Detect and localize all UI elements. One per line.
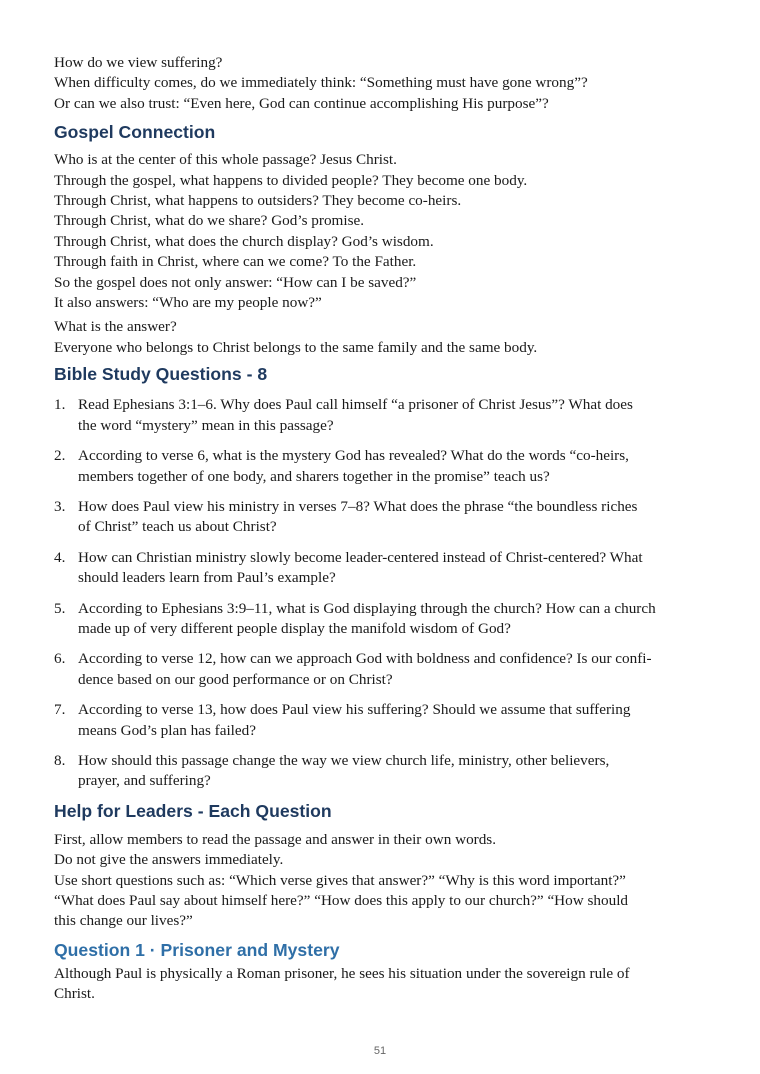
question-item xyxy=(54,446,720,487)
question-line: How does Paul view his ministry in verses 7–8? What does the phrase “the boundless riches xyxy=(78,497,638,515)
question-line: How can Christian ministry slowly become leader-centered instead of Christ-centered? What xyxy=(78,548,643,566)
question-item xyxy=(54,548,720,589)
help-line: this change our lives?” xyxy=(54,912,193,930)
help-line: First, allow members to read the passage and answer in their own words. xyxy=(54,830,497,848)
intro-line: Or can we also trust: “Even here, God can continue accomplishing His purpose”? xyxy=(54,94,549,112)
question-line: should leaders learn from Paul’s example? xyxy=(78,569,336,587)
gospel-line: So the gospel does not only answer: “How can I be saved?” xyxy=(54,273,417,291)
page-number: 51 xyxy=(373,1045,387,1057)
question-1-heading: Question 1 · Prisoner and Mystery xyxy=(54,939,340,960)
help-line: Use short questions such as: “Which verse gives that answer?” “Why is this word important?” xyxy=(54,871,626,889)
gospel-connection-body xyxy=(54,150,720,358)
question-item xyxy=(54,700,720,741)
q1-line: Although Paul is physically a Roman prisoner, he sees his situation under the sovereign rule of xyxy=(54,964,630,982)
question-number: 8. xyxy=(54,751,66,769)
intro-block xyxy=(54,0,720,114)
question-line: According to Ephesians 3:9–11, what is God displaying through the church? How can a church xyxy=(78,599,656,617)
question-item xyxy=(54,599,720,640)
help-for-leaders-heading: Help for Leaders - Each Question xyxy=(54,800,332,821)
question-item xyxy=(54,751,720,792)
gospel-line: What is the answer? xyxy=(54,318,177,336)
gospel-line: Through the gospel, what happens to divided people? They become one body. xyxy=(54,171,528,189)
question-list xyxy=(54,395,720,792)
gospel-line: It also answers: “Who are my people now?” xyxy=(54,294,322,312)
gospel-line: Everyone who belongs to Christ belongs to the same family and the same body. xyxy=(54,338,538,356)
question-item xyxy=(54,497,720,538)
question-line: According to verse 13, how does Paul view his suffering? Should we assume that suffering xyxy=(78,701,631,719)
question-line: How should this passage change the way we view church life, ministry, other believers, xyxy=(78,751,610,769)
gospel-line: Through Christ, what does the church display? God’s wisdom. xyxy=(54,232,434,250)
question-line: dence based on our good performance or on Christ? xyxy=(78,670,393,688)
gospel-line: Through faith in Christ, where can we come? To the Father. xyxy=(54,253,417,271)
help-line: “What does Paul say about himself here?” “How does this apply to our church?” “How should xyxy=(54,892,629,909)
question-number: 6. xyxy=(54,650,66,668)
help-for-leaders-body xyxy=(54,830,720,932)
question-line: the word “mystery” mean in this passage? xyxy=(78,416,334,434)
question-number: 2. xyxy=(54,447,66,465)
question-line: According to verse 12, how can we approach God with boldness and confidence? Is our confi- xyxy=(78,650,652,668)
question-number: 4. xyxy=(54,548,66,566)
bible-study-questions-heading: Bible Study Questions - 8 xyxy=(54,364,268,385)
question-number: 1. xyxy=(54,396,66,414)
question-line: members together of one body, and sharers together in the promise” teach us? xyxy=(78,467,550,485)
gospel-line: Through Christ, what do we share? God’s promise. xyxy=(54,212,365,230)
question-line: means God’s plan has failed? xyxy=(78,721,256,739)
question-line: made up of very different people display the manifold wisdom of God? xyxy=(78,619,511,637)
question-number: 5. xyxy=(54,599,66,617)
question-number: 3. xyxy=(54,497,66,515)
question-line: Read Ephesians 3:1–6. Why does Paul call himself “a prisoner of Christ Jesus”? What does xyxy=(78,396,633,414)
question-line: prayer, and suffering? xyxy=(78,772,211,790)
question-line: According to verse 6, what is the mystery God has revealed? What do the words “co-heirs, xyxy=(78,447,629,465)
help-line: Do not give the answers immediately. xyxy=(54,851,284,869)
intro-line: When difficulty comes, do we immediately think: “Something must have gone wrong”? xyxy=(54,74,588,92)
question-line: of Christ” teach us about Christ? xyxy=(78,518,277,536)
gospel-line: Through Christ, what happens to outsiders? They become co-heirs. xyxy=(54,192,462,210)
question-1-body xyxy=(54,964,720,1005)
q1-line: Christ. xyxy=(54,985,95,1003)
question-item xyxy=(54,395,720,436)
intro-line: How do we view suffering? xyxy=(54,54,223,71)
question-number: 7. xyxy=(54,701,66,719)
gospel-connection-heading: Gospel Connection xyxy=(54,122,216,143)
gospel-line: Who is at the center of this whole passage? Jesus Christ. xyxy=(54,151,397,169)
question-item xyxy=(54,649,720,690)
